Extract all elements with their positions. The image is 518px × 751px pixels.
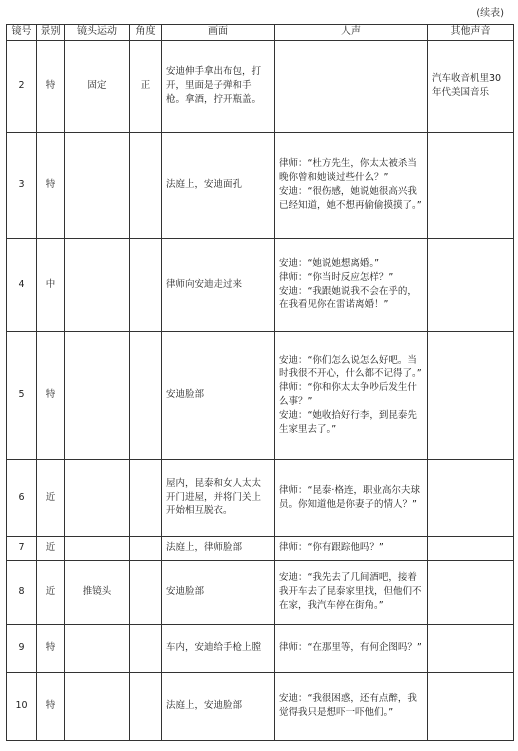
other-sound-cell (428, 672, 514, 740)
camera-move-cell (65, 536, 130, 560)
picture-cell: 安迪脸部 (162, 560, 275, 624)
voice-line: 安迪：“很伤感，她说她很高兴我已经知道，她不想再偷偷摸摸了。” (279, 186, 422, 211)
table-row (7, 132, 514, 238)
angle-cell (130, 331, 162, 459)
shot-no-cell: 10 (7, 672, 37, 740)
voice-line: 安迪：“她说她想离婚。” (279, 257, 380, 269)
picture-cell: 安迪伸手拿出布包，打开，里面是子弹和手枪。拿酒，拧开瓶盖。 (162, 40, 275, 132)
voice-line: 安迪：“我很困惑，还有点醉，我觉得我只是想吓一吓他们。” (279, 693, 417, 718)
voice-line: 律师：“你当时反应怎样？” (279, 271, 394, 283)
other-sound-cell (428, 560, 514, 624)
camera-move-cell (65, 672, 130, 740)
angle-cell: 正 (130, 40, 162, 132)
shot-size-cell: 特 (37, 40, 65, 132)
table-row (7, 238, 514, 331)
picture-cell: 法庭上，安迪面孔 (162, 132, 275, 238)
angle-cell (130, 624, 162, 672)
angle-cell (130, 459, 162, 536)
picture-cell: 车内，安迪给手枪上膛 (162, 624, 275, 672)
picture-cell: 律师向安迪走过来 (162, 238, 275, 331)
table-row (7, 624, 514, 672)
shot-size-cell: 近 (37, 536, 65, 560)
table-row (7, 560, 514, 624)
other-sound-cell (428, 459, 514, 536)
header-shot-no: 镜号 (7, 25, 37, 41)
other-sound-cell (428, 132, 514, 238)
shot-no-cell: 5 (7, 331, 37, 459)
voice-cell (275, 624, 428, 672)
table-row (7, 331, 514, 459)
voice-cell (275, 40, 428, 132)
shot-size-cell: 特 (37, 132, 65, 238)
voice-line: 律师：“你和你太太争吵后发生什么事？” (279, 382, 417, 407)
table-row (7, 459, 514, 536)
angle-cell (130, 132, 162, 238)
other-sound-cell (428, 238, 514, 331)
shot-size-cell: 近 (37, 459, 65, 536)
shot-list-table (6, 24, 514, 741)
voice-cell (275, 132, 428, 238)
shot-size-cell: 特 (37, 624, 65, 672)
angle-cell (130, 536, 162, 560)
header-other-sound: 其他声音 (428, 25, 514, 41)
voice-cell (275, 459, 428, 536)
other-sound-cell (428, 331, 514, 459)
voice-cell (275, 560, 428, 624)
voice-line: 安迪：“我先去了几间酒吧，接着我开车去了昆泰家里找，但他们不在家，我汽车停在街角。” (279, 572, 422, 611)
voice-cell (275, 331, 428, 459)
table-row (7, 40, 514, 132)
camera-move-cell: 推镜头 (65, 560, 130, 624)
shot-no-cell: 8 (7, 560, 37, 624)
voice-line: 安迪：“你们怎么说怎么好吧。当时我很不开心，什么都不记得了。” (279, 354, 422, 380)
camera-move-cell: 固定 (65, 40, 130, 132)
header-voice: 人声 (275, 25, 428, 41)
angle-cell (130, 672, 162, 740)
voice-line: 律师：“你有跟踪他吗？” (279, 542, 384, 554)
picture-cell: 屋内，昆泰和女人太太开门进屋，并将门关上开始相互脱衣。 (162, 459, 275, 536)
shot-size-cell: 近 (37, 560, 65, 624)
shot-size-cell: 特 (37, 672, 65, 740)
camera-move-cell (65, 331, 130, 459)
header-angle: 角度 (130, 25, 162, 41)
angle-cell (130, 560, 162, 624)
header-camera-move: 镜头运动 (65, 25, 130, 41)
camera-move-cell (65, 238, 130, 331)
shot-no-cell: 7 (7, 536, 37, 560)
voice-cell (275, 536, 428, 560)
header-picture: 画面 (162, 25, 275, 41)
shot-size-cell: 中 (37, 238, 65, 331)
voice-cell (275, 238, 428, 331)
table-row (7, 672, 514, 740)
shot-size-cell: 特 (37, 331, 65, 459)
header-row (7, 25, 514, 41)
continued-label: (续表) (476, 8, 504, 19)
other-sound-cell (428, 624, 514, 672)
other-sound-cell: 汽车收音机里30年代美国音乐 (428, 40, 514, 132)
picture-cell: 法庭上，律师脸部 (162, 536, 275, 560)
voice-line: 安迪：“我跟她说我不会在乎的，在我看见你在雷诺离婚！” (279, 285, 417, 311)
shot-no-cell: 3 (7, 132, 37, 238)
angle-cell (130, 238, 162, 331)
header-shot-size: 景别 (37, 25, 65, 41)
voice-line: 安迪：“她收拾好行李，到昆泰先生家里去了。” (279, 409, 417, 435)
other-sound-cell (428, 536, 514, 560)
voice-line: 律师：“杜方先生，你太太被杀当晚你曾和她谈过些什么？” (279, 158, 417, 184)
picture-cell: 安迪脸部 (162, 331, 275, 459)
shot-no-cell: 6 (7, 459, 37, 536)
shot-no-cell: 4 (7, 238, 37, 331)
shot-no-cell: 9 (7, 624, 37, 672)
table-row (7, 536, 514, 560)
camera-move-cell (65, 459, 130, 536)
camera-move-cell (65, 132, 130, 238)
voice-cell (275, 672, 428, 740)
picture-cell: 法庭上，安迪脸部 (162, 672, 275, 740)
shot-no-cell: 2 (7, 40, 37, 132)
voice-line: 律师：“昆泰·格连，职业高尔夫球员。你知道他是你妻子的情人？” (279, 484, 420, 510)
voice-line: 律师：“在那里等，有何企图吗？” (279, 642, 422, 654)
camera-move-cell (65, 624, 130, 672)
